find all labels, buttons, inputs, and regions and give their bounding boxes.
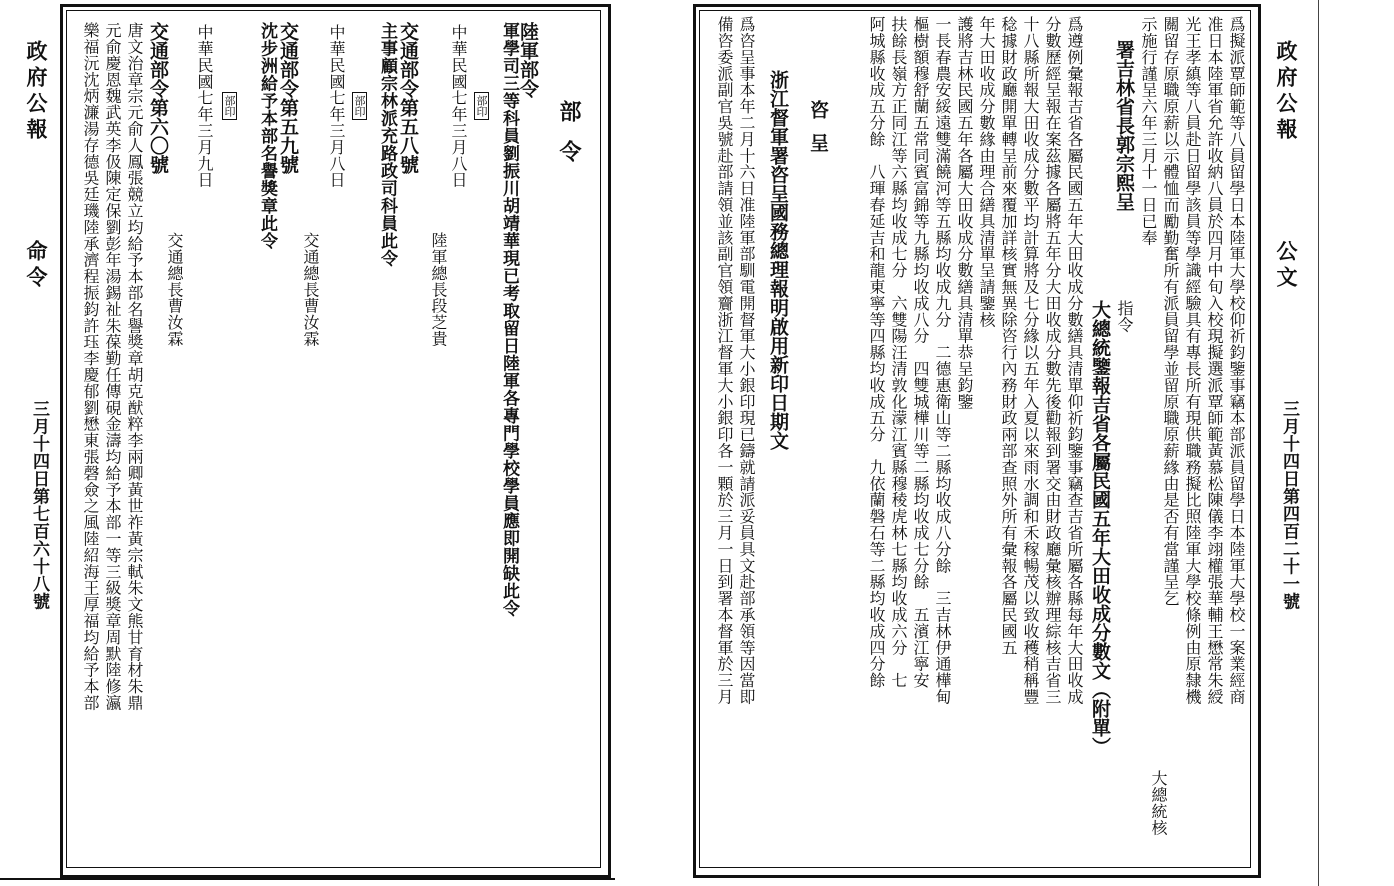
rp-line-11: 年大田收成分數緣由理合繕具清單呈請鑒核 — [977, 16, 996, 328]
rp-line-15: 扶餘長嶺方正同江等六縣均收成七分 六雙陽汪清敦化濛江賓縣穆稜虎林七縣均收成六分 七 — [889, 16, 908, 689]
rp-line-2: 准日本陸軍省允許收納八員於四月中旬入校現擬選派覃師範黃慕松陳儀李翊權張華輔王懋常朱綬 — [1205, 16, 1224, 705]
rp-line-7: 爲遵例彙報吉省各屬民國五年大田收成分數繕具清單仰祈鈞鑒事竊查吉省所屬各縣每年大田收成 — [1065, 16, 1084, 705]
rp-approved-label: 大總統核 — [1149, 770, 1168, 836]
rp-subtitle: 報吉省各屬民國五年大田收成分數文（附單） — [1089, 376, 1111, 756]
rp-line-3: 光王孝縝等八員赴日留學該員等學識經驗具有專長所有現供職務擬比照陸軍大學校條例由原隸機 — [1183, 16, 1202, 705]
rp-line-13: 一長春農安綏遠雙滿饒河等五縣均收成九分 二德惠衛山等二縣均收成八分餘 三吉林伊通樺甸 — [933, 16, 952, 705]
rp-instruction-label: 指令 — [1115, 300, 1134, 333]
left-margin-issue: 三月十四日第七百六十八號 — [29, 400, 49, 610]
seal-stamp: 部印 — [352, 92, 367, 120]
rp-line-8: 分數歷經呈報在案茲據各屬將五年分大田收成分數先後勸報到署交由財政廳彙核辦理綜核吉省三 — [1043, 16, 1062, 705]
rp-line-6: 署吉林省長郭宗熙呈 — [1113, 40, 1135, 211]
lp-title-army: 陸軍部令 — [517, 22, 539, 98]
lp-title-58: 交通部令第五八號 — [397, 22, 419, 174]
lp-title-59: 交通部令第五九號 — [277, 22, 299, 174]
rp-line-5: 示施行謹呈六年三月十一日已奉 — [1139, 16, 1158, 246]
lp-order-58: 主事顧宗林派充路政司科員此令 — [377, 22, 397, 267]
rp-line-12: 護將吉林民國五年各屬大田收成分數繕具清單恭呈鈞鑒 — [955, 16, 974, 410]
lp-body-60-3: 樂福沅沈炳濂湯存德吳廷璣陸承濟程振鈞許珏李慶郁劉懋東張磬僉之風陸紹海王厚福均給予本部 — [81, 22, 100, 711]
seal-stamp: 部印 — [222, 92, 237, 120]
lp-date-1: 中華民國七年三月八日 — [449, 24, 468, 188]
rp-section-consult: 咨呈 — [807, 100, 829, 166]
right-margin-issue: 三月十四日第四百二十一號 — [1279, 400, 1299, 610]
rp-zhejiang-title: 浙江督軍署咨呈國務總理報明啟用新印日期文 — [767, 70, 789, 450]
lp-date-3: 中華民國七年三月九日 — [195, 24, 214, 188]
lp-order-59: 沈步洲給予本部名譽獎章此令 — [257, 22, 277, 250]
right-margin-section: 公文 — [1274, 240, 1299, 292]
lp-sign-1: 陸軍總長段芝貴 — [429, 232, 448, 347]
seal-stamp: 部印 — [474, 92, 489, 120]
lp-body-60-2: 元俞慶恩魏武英李伋陳定保劉彭年湯錫祉朱葆勤任傳硯金濤均給予本部一等三級獎章周默陸修瀛 — [103, 22, 122, 711]
rp-line-19: 爲咨呈事本年二月十六日准陸軍部馴電開督軍大小銀印現已鑄就請派妥員具文赴部承領等因當即 — [737, 16, 756, 705]
lp-army-order: 軍學司三等科員劉振川胡靖華現已考取留日陸軍各專門學校學員應即開缺此令 — [499, 22, 519, 617]
lp-date-2: 中華民國七年三月八日 — [327, 24, 346, 188]
page-bottom-rule — [0, 878, 615, 880]
left-heading: 部令 — [556, 100, 582, 180]
rp-line-10: 稔據財政廳開單轉呈前來覆加詳核實無異除咨行內務財政兩部查照外所有彙報各屬民國五 — [999, 16, 1018, 656]
right-margin-title: 政府公報 — [1274, 40, 1299, 144]
lp-body-60-1: 唐文治章宗元俞人鳳張競立均給予本部名譽獎章胡克猷粹李兩卿黃世祚黃宗軾朱文熊甘育材朱鼎 — [125, 22, 144, 711]
left-margin-title: 政府公報 — [24, 40, 49, 144]
rp-line-20: 備咨委派副官吳號赴部請領並該副官領齎浙江督軍大小銀印各一顆於三月一日到署本督軍於三月 — [715, 16, 734, 705]
rp-line-1: 爲擬派覃師範等八員留學日本陸軍大學校仰祈鈞鑒事竊本部派員留學日本陸軍大學校一案業經商 — [1227, 16, 1246, 705]
rp-line-4: 關留存原職原薪以示體恤而勵勤奮所有派員留學並留原職原薪緣由是否有當謹呈乞 — [1161, 16, 1180, 607]
lp-sign-2: 交通總長曹汝霖 — [301, 232, 320, 347]
lp-sign-3: 交通總長曹汝霖 — [165, 232, 184, 347]
rp-line-16: 阿城縣收成五分餘 八琿春延吉和龍東寧等四縣均收成五分 九依蘭磐石等二縣均收成四分餘 — [867, 16, 886, 689]
rp-line-14: 樞樹額穆舒蘭五常同賓富錦等九縣均收成八分 四雙城樺川等二縣均收成七分餘 五濱江寧安 — [911, 16, 930, 689]
right-edge-line — [1318, 0, 1319, 886]
rp-line-9: 十八縣所報大田收成分數平均計算將及七分緣以五年入夏以來雨水調和禾稼暢茂以致收穫稍稱豐 — [1021, 16, 1040, 705]
left-margin-section: 命令 — [24, 240, 49, 292]
lp-title-60: 交通部令第六〇號 — [147, 22, 169, 174]
rp-president-label: 大總統鑒 — [1089, 300, 1111, 376]
